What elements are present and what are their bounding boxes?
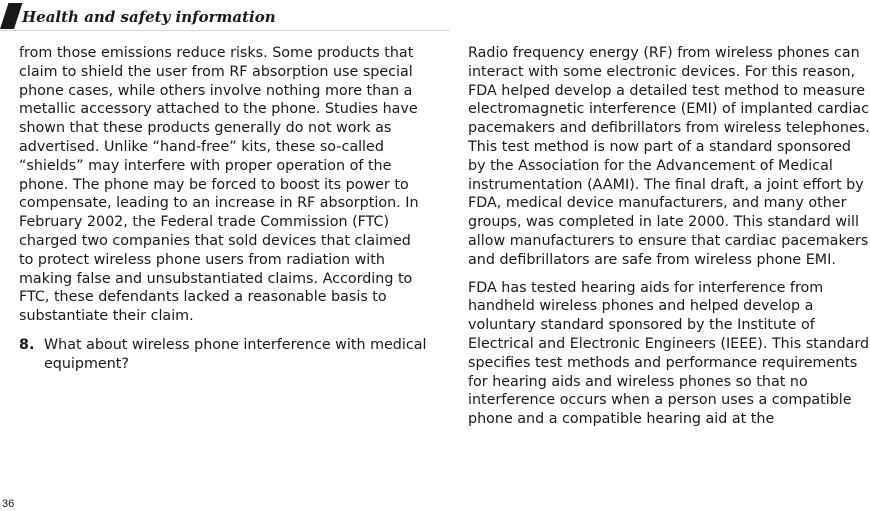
question-item <box>19 336 427 374</box>
header-tab-marker <box>0 3 22 29</box>
right-paragraph-2: FDA has tested hearing aids for interference from handheld wireless phones and helped develop a voluntary standard sponsored by the Institute of Electrical and Electronic Engineers (IEEE). This standard specifies test methods and performance requirements for hearing aids and wireless phones so that no interference occurs when a person uses a compatible phone and a compatible hearing aid at the <box>468 279 870 428</box>
question-text: What about wireless phone interference with medical equipment? <box>44 336 427 372</box>
page-number: 36 <box>2 498 15 510</box>
header-title: Health and safety information <box>22 8 276 26</box>
question-number: 8. <box>19 336 35 353</box>
page-header <box>0 0 870 34</box>
right-column <box>468 44 870 429</box>
left-column <box>19 44 427 374</box>
left-paragraph-1: from those emissions reduce risks. Some products that claim to shield the user from RF absorption use special phone cases, while others involve nothing more than a metallic accessory attached to the phone. Studies have shown that these products generally do not work as advertised. Unlike “hand-free” kits, these so-called “shields” may interfere with proper operation of the phone. The phone may be forced to boost its power to compensate, leading to an increase in RF absorption. In February 2002, the Federal trade Commission (FTC) charged two companies that sold devices that claimed to protect wireless phone users from radiation with making false and unsubstantiated claims. According to FTC, these defendants lacked a reasonable basis to substantiate their claim. <box>19 45 419 325</box>
right-paragraph-1: Radio frequency energy (RF) from wireless phones can interact with some electronic devices. For this reason, FDA helped develop a detailed test method to measure electromagnetic interference (EMI) of implanted cardiac pacemakers and defibrillators from wireless telephones. This test method is now part of a standard sponsored by the Association for the Advancement of Medical instrumentation (AAMI). The final draft, a joint effort by FDA, medical device manufacturers, and many other groups, was completed in late 2000. This standard will allow manufacturers to ensure that cardiac pacemakers and defibrillators are safe from wireless phone EMI. <box>468 45 870 268</box>
header-rule <box>0 30 450 31</box>
